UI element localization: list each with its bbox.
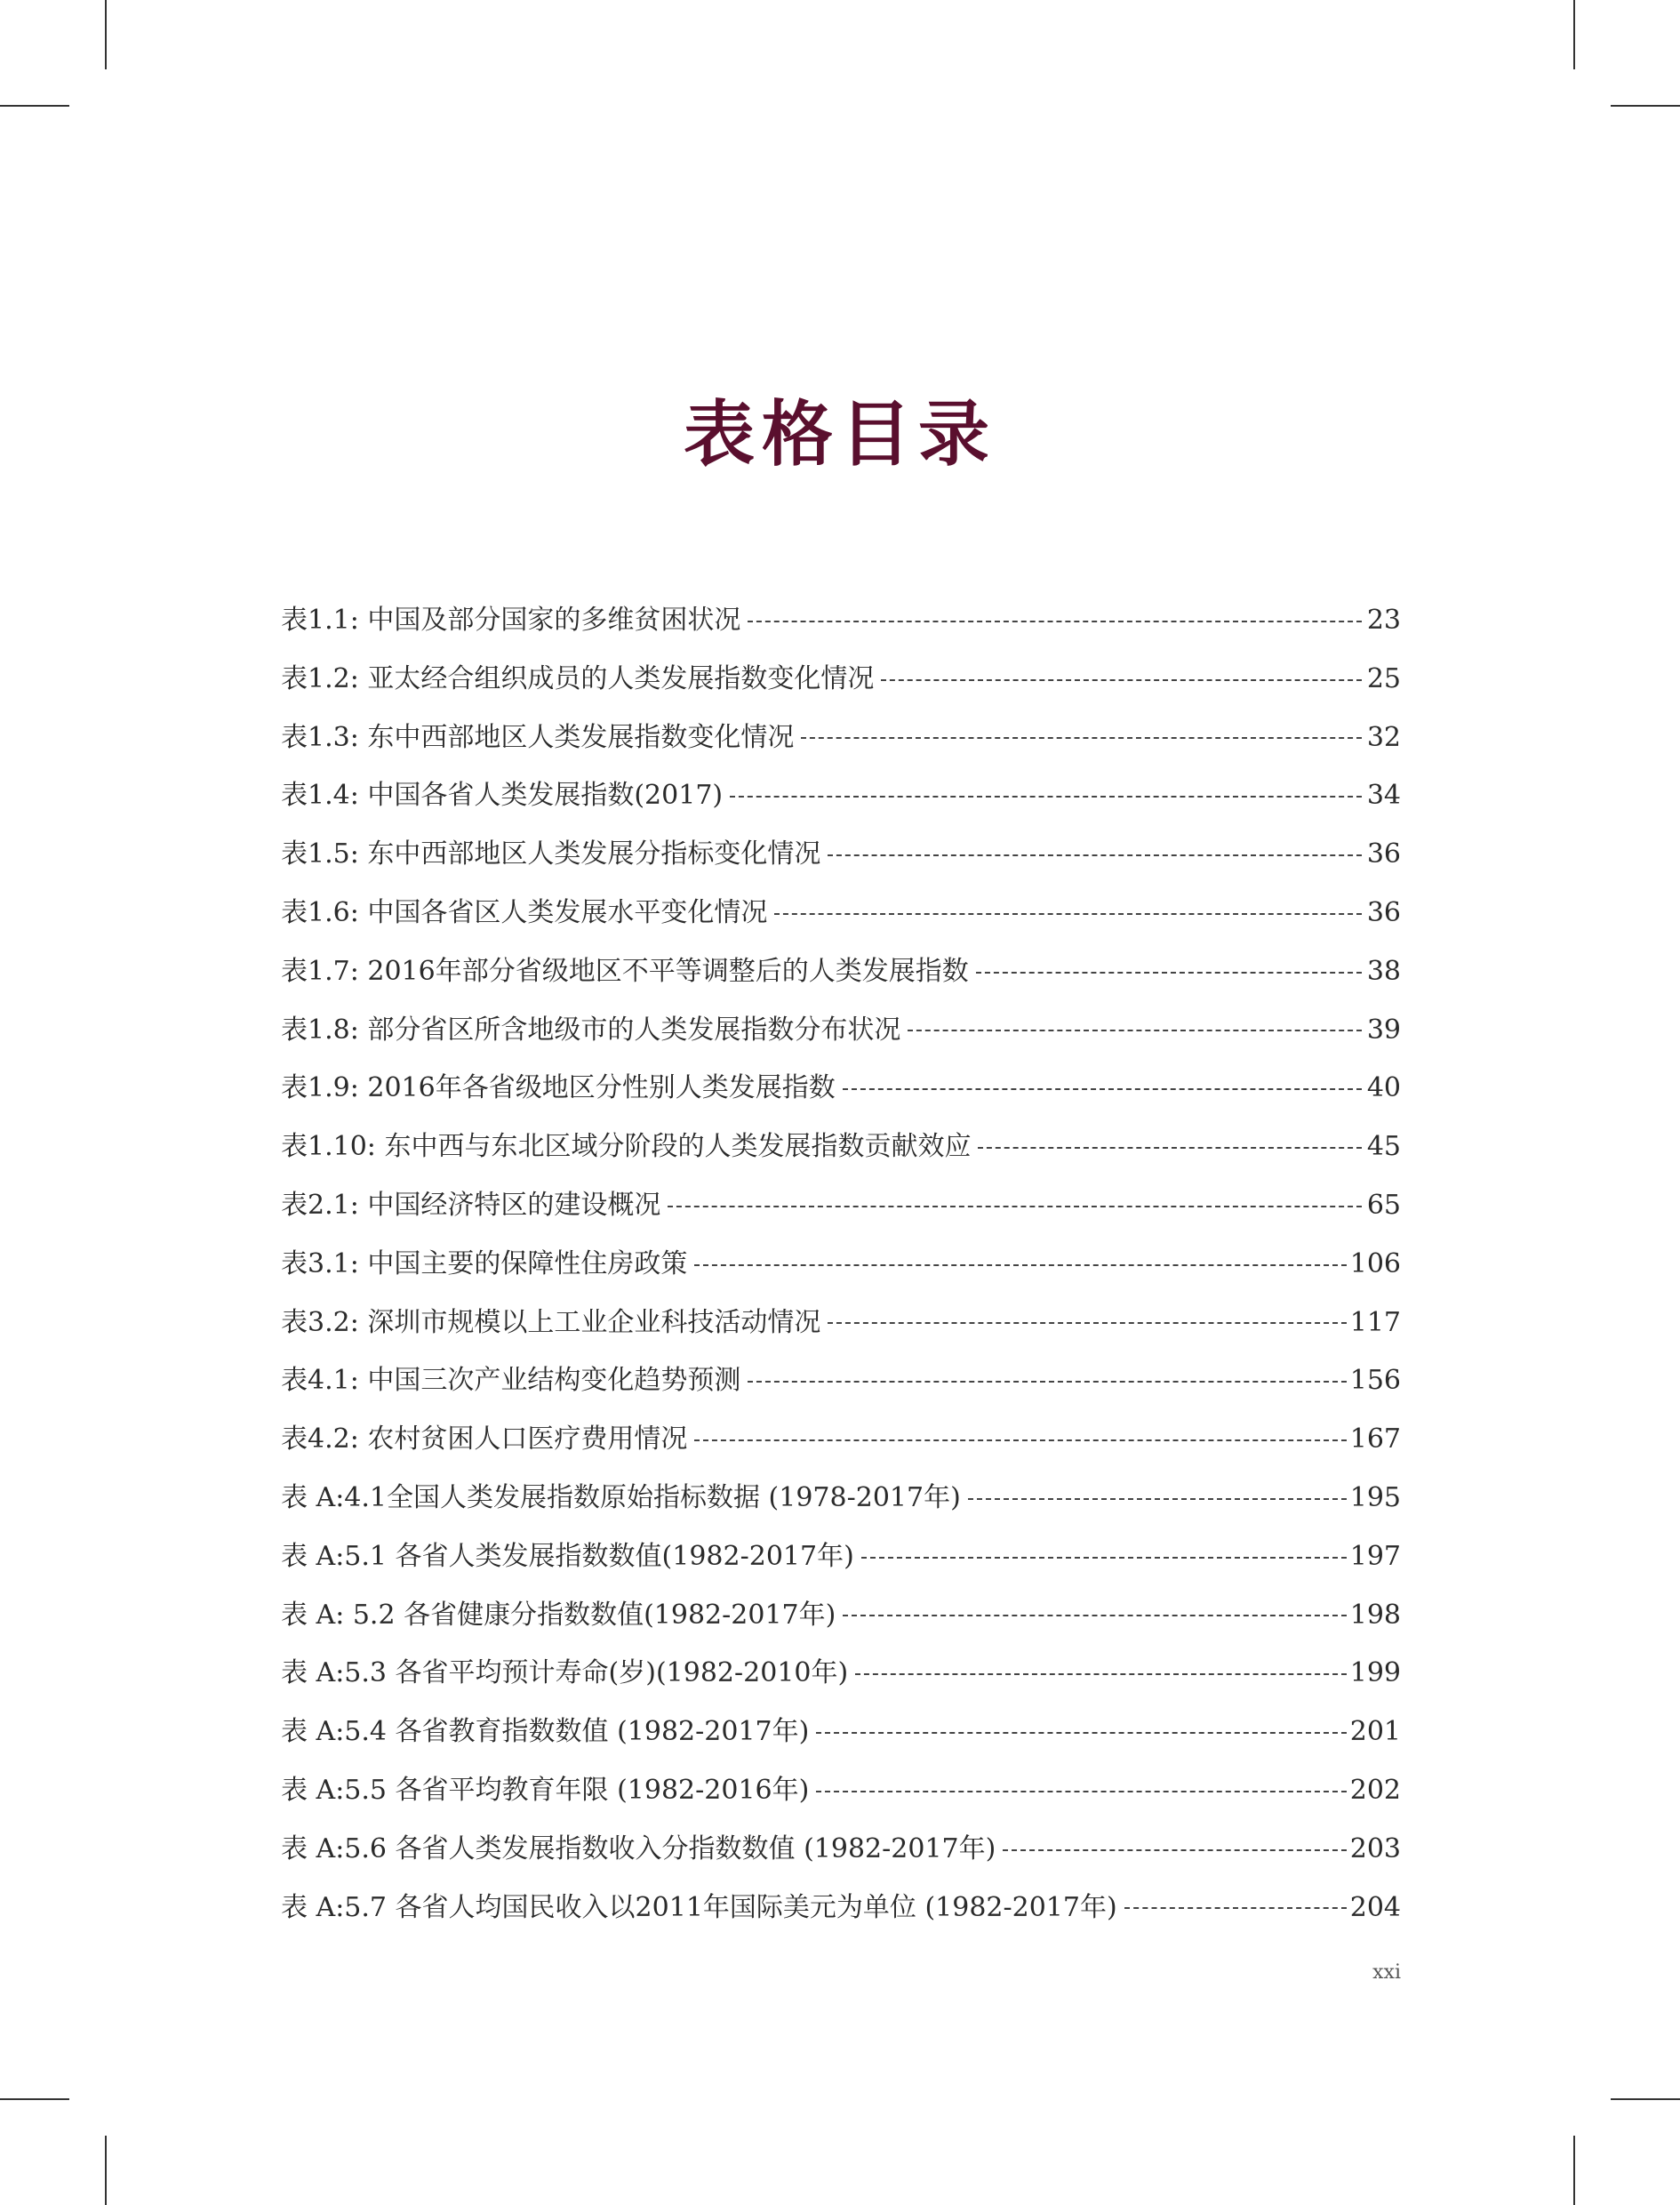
- toc-entry-page-number: 38: [1366, 955, 1401, 987]
- toc-entry-label: 表1.8: 部分省区所含地级市的人类发展指数分布状况: [281, 1014, 901, 1046]
- toc-entry-page-number: 201: [1349, 1716, 1401, 1748]
- toc-entry-page-number: 197: [1349, 1540, 1401, 1572]
- toc-dot-leader: [668, 1192, 1362, 1219]
- toc-entry-label: 表 A:5.5 各省平均教育年限 (1982-2016年): [281, 1774, 810, 1806]
- toc-entry-page-number: 198: [1349, 1599, 1401, 1631]
- toc-entry[interactable]: [281, 1879, 1401, 1937]
- toc-entry-page-number: 23: [1366, 605, 1401, 636]
- toc-entry[interactable]: [281, 1118, 1401, 1176]
- toc-dot-leader: [774, 900, 1362, 926]
- toc-entry[interactable]: [281, 1703, 1401, 1761]
- toc-entry-label: 表 A:4.1全国人类发展指数原始指标数据 (1978-2017年): [281, 1481, 961, 1513]
- toc-dot-leader: [1003, 1836, 1346, 1863]
- toc-entry-page-number: 25: [1366, 662, 1401, 694]
- toc-entry-label: 表4.2: 农村贫困人口医疗费用情况: [281, 1423, 688, 1455]
- toc-entry[interactable]: [281, 766, 1401, 825]
- toc-entry[interactable]: [281, 1001, 1401, 1060]
- toc-entry-page-number: 195: [1349, 1481, 1401, 1513]
- toc-entry-label: 表 A:5.7 各省人均国民收入以2011年国际美元为单位 (1982-2017年): [281, 1891, 1117, 1923]
- toc-entry-label: 表 A:5.6 各省人类发展指数收入分指数数值 (1982-2017年): [281, 1832, 996, 1864]
- toc-dot-leader: [748, 1367, 1346, 1394]
- toc-entry[interactable]: [281, 1469, 1401, 1527]
- crop-mark-bottom-right-horizontal: [1611, 2098, 1680, 2100]
- toc-entry-label: 表1.5: 东中西部地区人类发展分指标变化情况: [281, 838, 821, 870]
- page-folio: xxi: [1372, 1961, 1401, 1984]
- toc-entry-label: 表1.2: 亚太经合组织成员的人类发展指数变化情况: [281, 662, 875, 694]
- toc-entry[interactable]: [281, 1644, 1401, 1703]
- toc-entry[interactable]: [281, 1586, 1401, 1645]
- toc-dot-leader: [1124, 1894, 1347, 1920]
- toc-entry[interactable]: [281, 1059, 1401, 1118]
- toc-entry[interactable]: [281, 1410, 1401, 1469]
- toc-entry[interactable]: [281, 1176, 1401, 1235]
- toc-entry[interactable]: [281, 1527, 1401, 1586]
- toc-dot-leader: [828, 1309, 1346, 1335]
- crop-mark-top-left-vertical: [105, 0, 107, 69]
- toc-entry[interactable]: [281, 709, 1401, 767]
- table-of-tables: [281, 591, 1401, 1936]
- toc-entry[interactable]: [281, 1761, 1401, 1820]
- toc-entry[interactable]: [281, 1820, 1401, 1879]
- crop-mark-top-right-vertical: [1573, 0, 1575, 69]
- toc-entry-page-number: 117: [1349, 1306, 1401, 1338]
- toc-entry-label: 表1.1: 中国及部分国家的多维贫困状况: [281, 605, 741, 636]
- toc-entry-label: 表3.2: 深圳市规模以上工业企业科技活动情况: [281, 1306, 821, 1338]
- toc-dot-leader: [694, 1251, 1346, 1278]
- toc-dot-leader: [976, 958, 1362, 985]
- toc-entry-label: 表1.7: 2016年部分省级地区不平等调整后的人类发展指数: [281, 955, 969, 987]
- toc-entry[interactable]: [281, 591, 1401, 650]
- toc-entry-page-number: 65: [1366, 1189, 1401, 1221]
- toc-entry[interactable]: [281, 1294, 1401, 1352]
- toc-dot-leader: [908, 1016, 1362, 1043]
- toc-dot-leader: [861, 1544, 1347, 1570]
- toc-dot-leader: [730, 782, 1362, 809]
- toc-entry-label: 表3.1: 中国主要的保障性住房政策: [281, 1247, 688, 1279]
- crop-mark-bottom-left-horizontal: [0, 2098, 69, 2100]
- toc-entry[interactable]: [281, 942, 1401, 1001]
- toc-entry-page-number: 167: [1349, 1423, 1401, 1455]
- toc-entry[interactable]: [281, 884, 1401, 942]
- toc-entry-label: 表1.4: 中国各省人类发展指数(2017): [281, 780, 724, 812]
- toc-dot-leader: [801, 724, 1362, 750]
- toc-entry-label: 表1.6: 中国各省区人类发展水平变化情况: [281, 896, 768, 928]
- toc-entry-page-number: 39: [1366, 1014, 1401, 1046]
- toc-entry[interactable]: [281, 1351, 1401, 1410]
- toc-entry-page-number: 45: [1366, 1131, 1401, 1163]
- toc-entry-page-number: 203: [1349, 1832, 1401, 1864]
- toc-dot-leader: [843, 1601, 1346, 1628]
- toc-entry-page-number: 202: [1349, 1774, 1401, 1806]
- toc-entry-page-number: 32: [1366, 721, 1401, 753]
- toc-dot-leader: [694, 1426, 1346, 1453]
- toc-entry-page-number: 40: [1366, 1072, 1401, 1104]
- toc-entry-page-number: 36: [1366, 838, 1401, 870]
- toc-entry-page-number: 199: [1349, 1657, 1401, 1689]
- toc-entry-page-number: 36: [1366, 896, 1401, 928]
- toc-dot-leader: [828, 841, 1362, 868]
- toc-entry-label: 表 A:5.1 各省人类发展指数数值(1982-2017年): [281, 1540, 854, 1572]
- crop-mark-top-left-horizontal: [0, 105, 69, 107]
- toc-dot-leader: [843, 1075, 1362, 1102]
- toc-dot-leader: [748, 607, 1362, 634]
- toc-entry-label: 表 A:5.3 各省平均预计寿命(岁)(1982-2010年): [281, 1657, 849, 1689]
- toc-entry-label: 表 A:5.4 各省教育指数数值 (1982-2017年): [281, 1716, 810, 1748]
- page-title: 表格目录: [684, 392, 996, 476]
- toc-entry-label: 表4.1: 中国三次产业结构变化趋势预测: [281, 1365, 741, 1397]
- toc-dot-leader: [816, 1719, 1346, 1745]
- toc-entry-label: 表 A: 5.2 各省健康分指数数值(1982-2017年): [281, 1599, 836, 1631]
- toc-entry-label: 表1.10: 东中西与东北区域分阶段的人类发展指数贡献效应: [281, 1131, 972, 1163]
- toc-entry-label: 表1.9: 2016年各省级地区分性别人类发展指数: [281, 1072, 836, 1104]
- toc-dot-leader: [816, 1777, 1346, 1804]
- toc-dot-leader: [855, 1660, 1347, 1687]
- toc-entry[interactable]: [281, 650, 1401, 709]
- toc-dot-leader: [968, 1485, 1347, 1511]
- crop-mark-top-right-horizontal: [1611, 105, 1680, 107]
- toc-entry-label: 表1.3: 东中西部地区人类发展指数变化情况: [281, 721, 795, 753]
- toc-entry-page-number: 156: [1349, 1365, 1401, 1397]
- toc-entry[interactable]: [281, 825, 1401, 884]
- crop-mark-bottom-right-vertical: [1573, 2136, 1575, 2205]
- toc-entry-label: 表2.1: 中国经济特区的建设概况: [281, 1189, 661, 1221]
- toc-entry-page-number: 34: [1366, 780, 1401, 812]
- toc-dot-leader: [881, 666, 1362, 693]
- toc-dot-leader: [978, 1134, 1362, 1160]
- toc-entry-page-number: 204: [1349, 1891, 1401, 1923]
- crop-mark-bottom-left-vertical: [105, 2136, 107, 2205]
- toc-entry[interactable]: [281, 1235, 1401, 1294]
- toc-entry-page-number: 106: [1349, 1247, 1401, 1279]
